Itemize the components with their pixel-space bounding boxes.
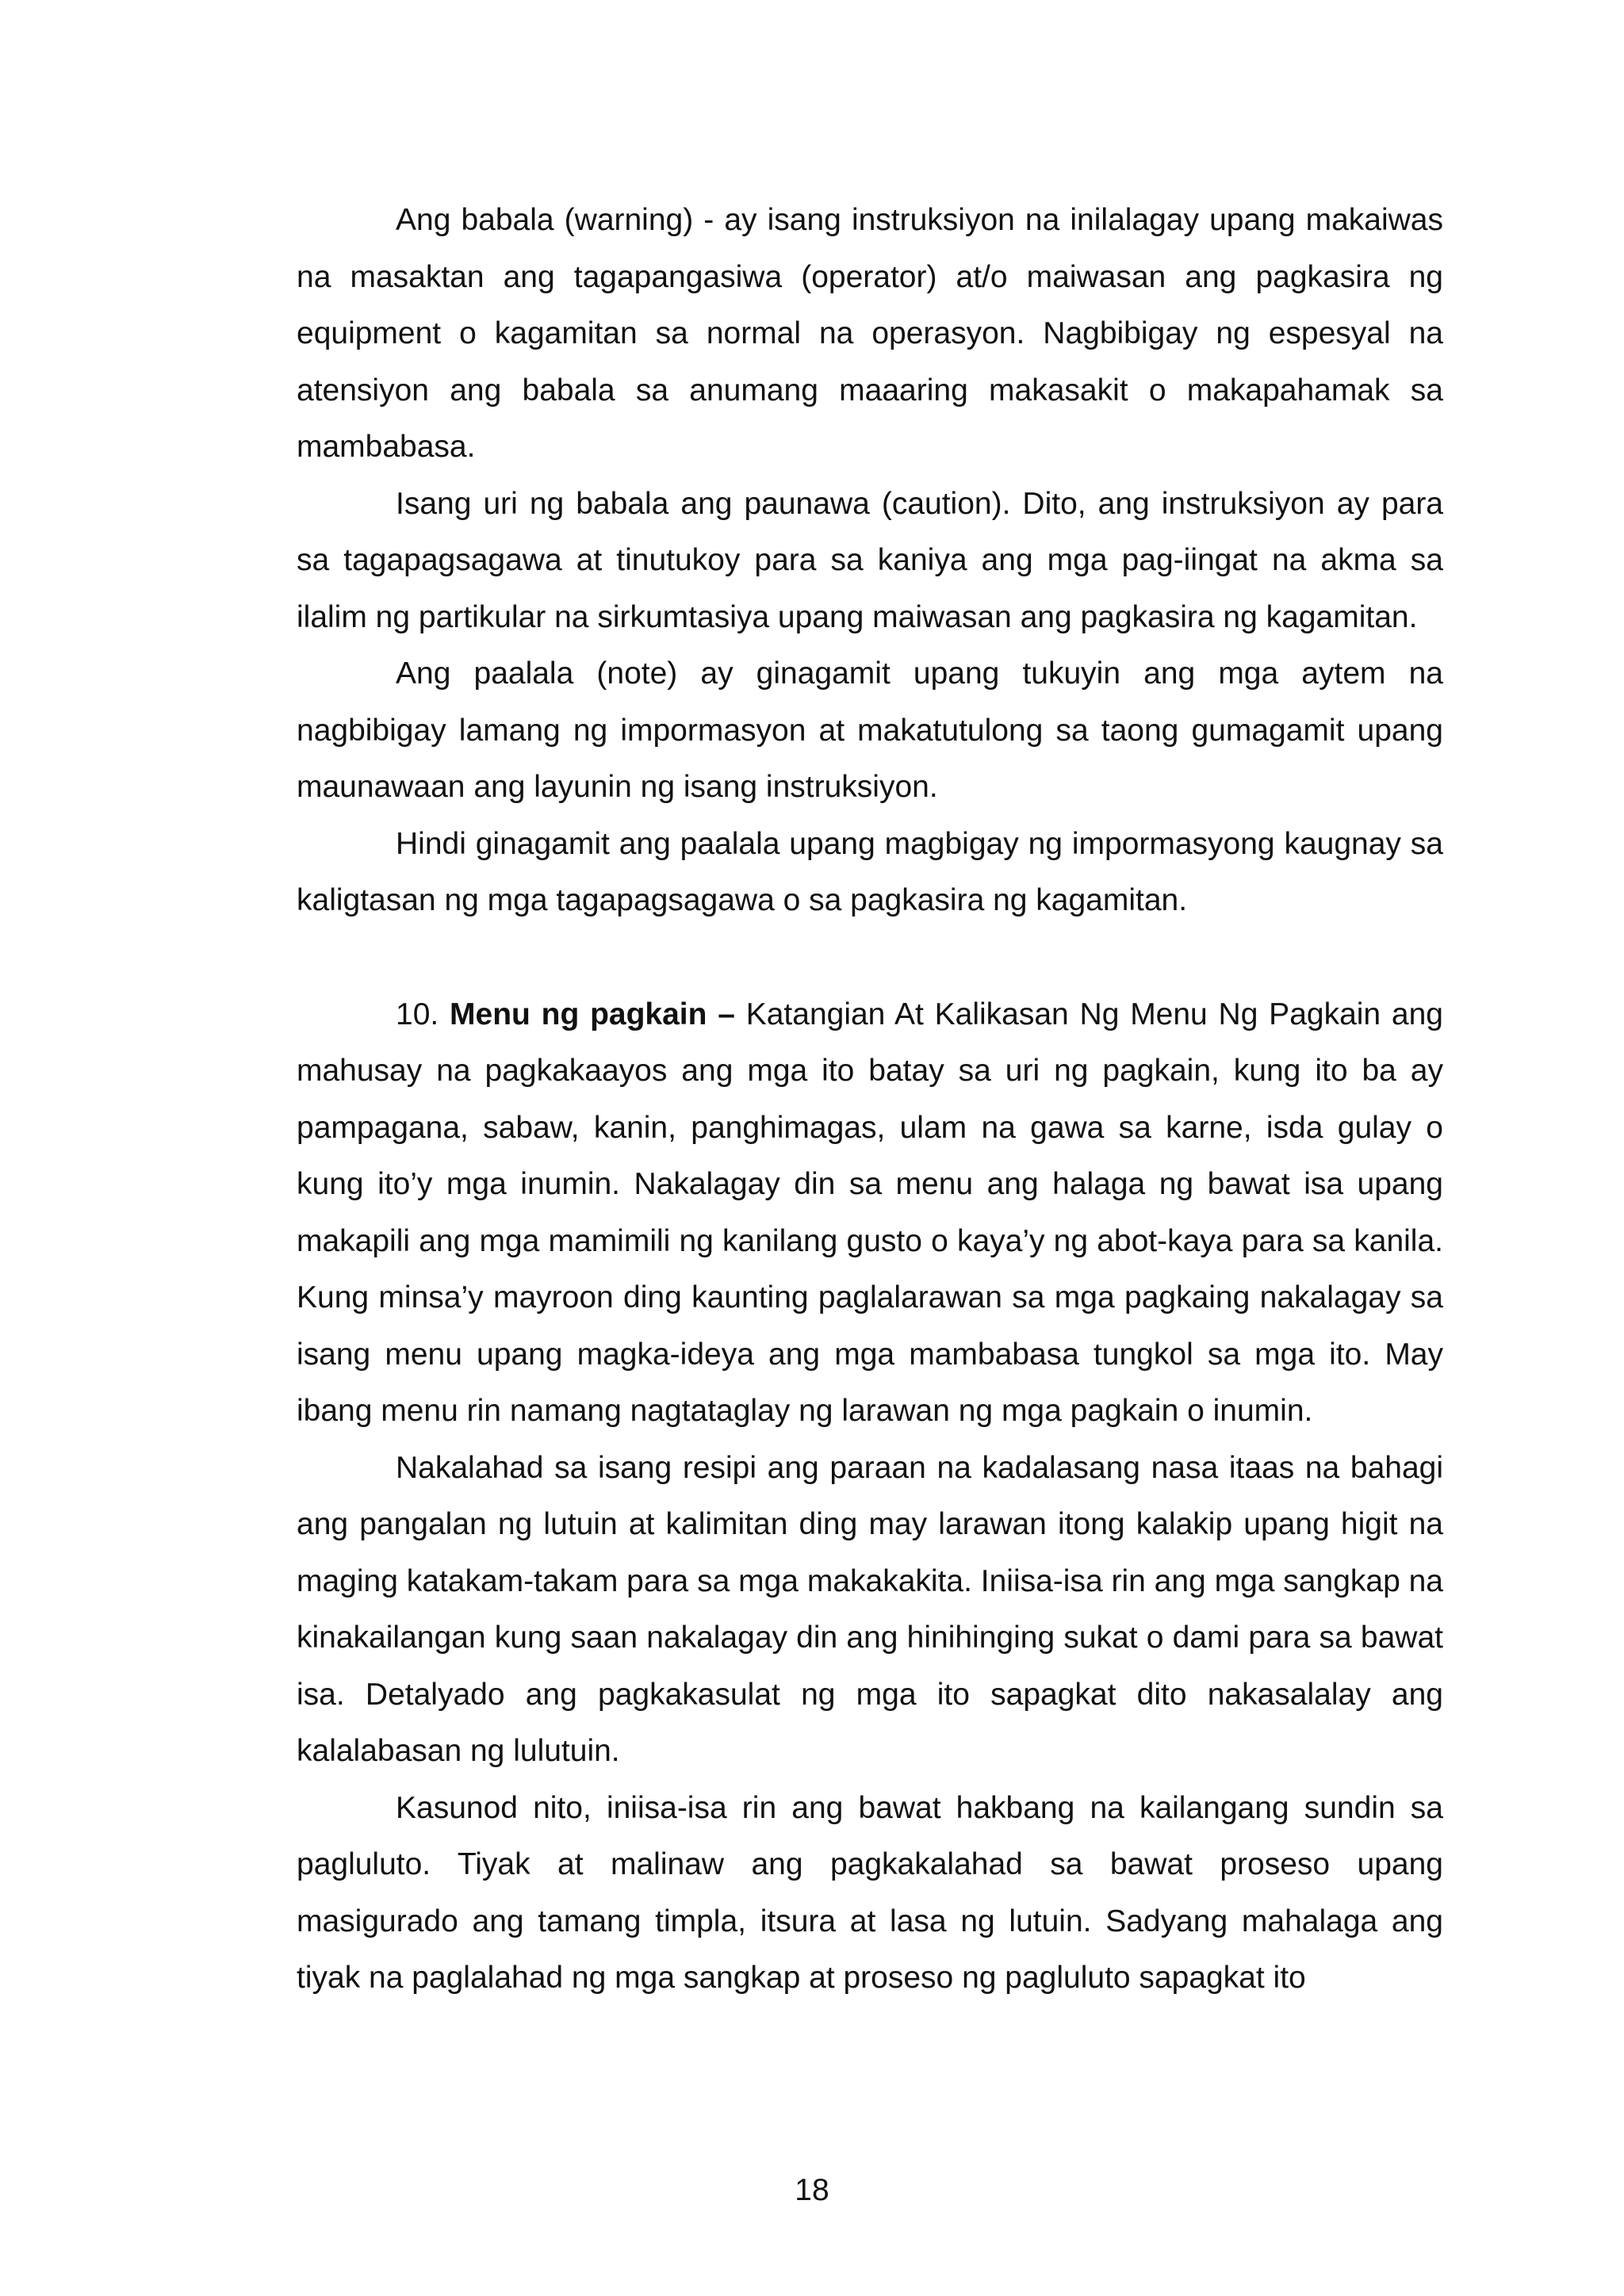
section-intro-paragraph <box>297 986 1443 1440</box>
page-number: 18 <box>795 2173 829 2207</box>
paragraph-paunawa: Isang uri ng babala ang paunawa (caution). Dito, ang instruksiyon ay para sa tagapagsagawa at tinutukoy para sa kaniya ang mga pag-iingat na akma sa ilalim ng partikular na sirkumtasiya upang maiwasan ang pagkasira ng kagamitan. <box>297 486 1443 634</box>
section-number: 10. <box>396 997 439 1031</box>
paragraph-resipi: Nakalahad sa isang resipi ang paraan na kadalasang nasa itaas na bahagi ang pangalan ng lutuin at kalimitan ding may larawan itong kalakip upang higit na maging katakam-takam para sa mga makakakita. Iniisa-isa rin ang mga sangkap na kinakailangan kung saan nakalagay din ang hinihinging sukat o dami para sa bawat isa. Detalyado ang pagkakasulat ng mga ito sapagkat dito nakasalalay ang kalalabasan ng lulutuin. <box>297 1450 1443 1768</box>
paragraph-hakbang: Kasunod nito, iniisa-isa rin ang bawat hakbang na kailangang sundin sa pagluluto. Tiyak at malinaw ang pagkakalahad sa bawat proseso upang masigurado ang tamang timpla, itsura at lasa ng lutuin. Sadyang mahalaga ang tiyak na paglalahad ng mga sangkap at proseso ng pagluluto sapagkat ito <box>297 1790 1443 1995</box>
page-body <box>297 192 1443 2007</box>
section-menu-ng-pagkain <box>297 986 1443 2007</box>
section-intro-text: Katangian At Kalikasan Ng Menu Ng Pagkain ang mahusay na pagkakaayos ang mga ito batay sa uri ng pagkain, kung ito ba ay pampagana, sabaw, kanin, panghimagas, ulam na gawa sa karne, isda gulay o kung ito’y mga inumin. Nakalagay din sa menu ang halaga ng bawat isa upang makapili ang mga mamimili ng kanilang gusto o kaya’y ng abot-kaya para sa kanila. Kung minsa’y mayroon ding kaunting paglalarawan sa mga pagkaing nakalagay sa isang menu upang magka-ideya ang mga mambabasa tungkol sa mga ito. May ibang menu rin namang nagtataglay ng larawan ng mga pagkain o inumin. <box>297 997 1443 1428</box>
section-title: Menu ng pagkain – <box>450 997 735 1031</box>
paragraph-babala: Ang babala (warning) - ay isang instruksiyon na inilalagay upang makaiwas na masaktan ang tagapangasiwa (operator) at/o maiwasan ang pagkasira ng equipment o kagamitan sa normal na operasyon. Nagbibigay ng espesyal na atensiyon ang babala sa anumang maaaring makasakit o makapahamak sa mambabasa. <box>297 203 1443 464</box>
paragraph-paalala: Ang paalala (note) ay ginagamit upang tukuyin ang mga aytem na nagbibigay lamang ng impormasyon at makatutulong sa taong gumagamit upang maunawaan ang layunin ng isang instruksiyon. <box>297 656 1443 804</box>
paragraph-paalala-note: Hindi ginagamit ang paalala upang magbigay ng impormasyong kaugnay sa kaligtasan ng mga tagapagsagawa o sa pagkasira ng kagamitan. <box>297 826 1443 917</box>
